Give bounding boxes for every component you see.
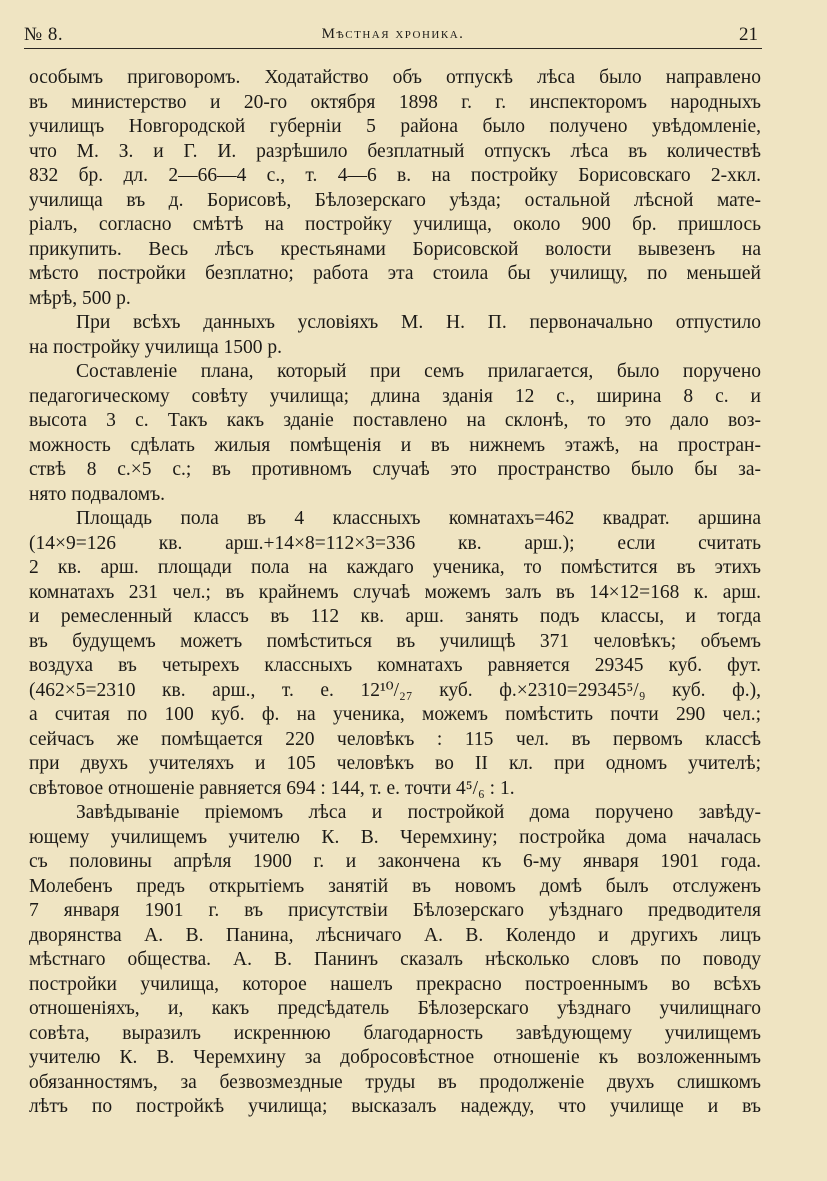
- text-line: (14×9=126 кв. арш.+14×8=112×3=336 кв. арш.); если считать: [29, 532, 761, 554]
- text-line: мѣрѣ, 500 р.: [29, 287, 131, 309]
- text-line: а считая по 100 куб. ф. на ученика, можемъ помѣстить почти 290 чел.;: [29, 704, 761, 725]
- text-line: 832 бр. дл. 2—66—4 с., т. 4—6 в. на постройку Борисовскаго 2-хкл.: [29, 165, 761, 186]
- text-line: можность сдѣлать жилыя помѣщенія и въ нижнемъ этажѣ, на простран-: [29, 434, 761, 456]
- text-line: училищъ Новгородской губерніи 5 района было получено увѣдомленіе,: [29, 116, 761, 137]
- text-line: ріалъ, согласно смѣтѣ на постройку училища, около 900 бр. пришлось: [29, 214, 761, 235]
- text-line: и ремесленный классъ въ 112 кв. арш. занять подъ классы, и тогда: [29, 606, 761, 627]
- page-header: [24, 24, 762, 49]
- text-line: на постройку училища 1500 р.: [29, 336, 283, 358]
- text-line: особымъ приговоромъ. Ходатайство объ отпускѣ лѣса было направлено: [29, 67, 761, 88]
- text-line: прикупить. Весь лѣсъ крестьянами Борисовской волости вывезенъ на: [29, 238, 761, 260]
- page-number: 21: [739, 24, 758, 45]
- text-line: 7 января 1901 г. въ присутствіи Бѣлозерскаго уѣзднаго предводителя: [29, 900, 761, 921]
- text-line: высота 3 с. Такъ какъ зданіе поставлено на склонѣ, то это дало воз-: [29, 410, 761, 431]
- text-line: дворянства А. В. Панина, лѣсничаго А. В. Колендо и другихъ лицъ: [29, 924, 761, 946]
- text-line: 2 кв. арш. площади пола на каждаго ученика, то помѣстится въ этихъ: [29, 557, 761, 578]
- text-line: отношеніяхъ, и, какъ предсѣдатель Бѣлозерскаго уѣзднаго училищнаго: [29, 998, 761, 1019]
- text-line: учителю К. В. Черемхину за добросовѣстное отношеніе къ возложеннымъ: [29, 1047, 761, 1068]
- text-line: сейчасъ же помѣщается 220 человѣкъ : 115 чел. въ первомъ классѣ: [29, 728, 761, 750]
- text-line: обязанностямъ, за безвозмездные труды въ продолженіе двухъ слишкомъ: [29, 1071, 761, 1093]
- text-line: (462×5=2310 кв. арш., т. е. 12¹⁰/₂₇ куб. ф.×2310=29345⁵/₉ куб. ф.),: [29, 679, 761, 701]
- text-line: совѣта, выразилъ искреннюю благодарность завѣдующему училищемъ: [29, 1022, 761, 1044]
- text-line: мѣсто постройки безплатно; работа эта стоила бы училищу, по меньшей: [29, 263, 761, 284]
- text-line: что М. З. и Г. И. разрѣшило безплатный отпускъ лѣса въ количествѣ: [29, 140, 761, 162]
- text-line: комнатахъ 231 чел.; въ крайнемъ случаѣ можемъ залъ въ 14×12=168 к. арш.: [29, 581, 761, 603]
- running-title: Мѣстная хроника.: [321, 26, 465, 42]
- text-line: При всѣхъ данныхъ условіяхъ М. Н. П. первоначально отпустило: [76, 312, 761, 333]
- text-line: ющему училищемъ учителю К. В. Черемхину; постройка дома началась: [29, 826, 761, 848]
- text-line: воздуха въ четырехъ классныхъ комнатахъ равняется 29345 куб. фут.: [29, 655, 761, 676]
- text-line: мѣстнаго общества. А. В. Панинъ сказалъ нѣсколько словъ по поводу: [29, 949, 761, 970]
- text-line: свѣтовое отношеніе равняется 694 : 144, т. е. точти 4⁵/₆ : 1.: [29, 777, 515, 799]
- text-line: съ половины апрѣля 1900 г. и закончена къ 6-му января 1901 года.: [29, 851, 761, 872]
- text-line: училища въ д. Борисовѣ, Бѣлозерскаго уѣзда; остальной лѣсной мате-: [29, 189, 761, 211]
- text-line: въ министерство и 20-го октября 1898 г. г. инспекторомъ народныхъ: [29, 91, 761, 113]
- text-line: въ будущемъ можетъ помѣститься въ училищѣ 371 человѣкъ; объемъ: [29, 630, 761, 652]
- text-line: Составленіе плана, который при семъ прилагается, было поручено: [76, 361, 761, 382]
- text-line: постройки училища, которое нашелъ прекрасно построеннымъ во всѣхъ: [29, 973, 761, 995]
- text-line: ствѣ 8 с.×5 с.; въ противномъ случаѣ это пространство было бы за-: [29, 459, 761, 480]
- text-line: Завѣдываніе пріемомъ лѣса и постройкой дома поручено завѣду-: [76, 802, 761, 823]
- body-text: [29, 66, 761, 1120]
- text-line: лѣтъ по постройкѣ училища; высказалъ надежду, что училище и въ: [29, 1096, 761, 1117]
- text-line: педагогическому совѣту училища; длина зданія 12 с., ширина 8 с. и: [29, 385, 761, 407]
- issue-number: № 8.: [24, 24, 64, 45]
- text-line: при двухъ учителяхъ и 105 человѣкъ во II кл. при одномъ учителѣ;: [29, 753, 761, 774]
- text-line: Площадь пола въ 4 классныхъ комнатахъ=462 квадрат. аршина: [76, 508, 761, 529]
- text-line: нято подваломъ.: [29, 483, 166, 505]
- text-line: Молебенъ предъ открытіемъ занятій въ новомъ домѣ былъ отслуженъ: [29, 875, 761, 897]
